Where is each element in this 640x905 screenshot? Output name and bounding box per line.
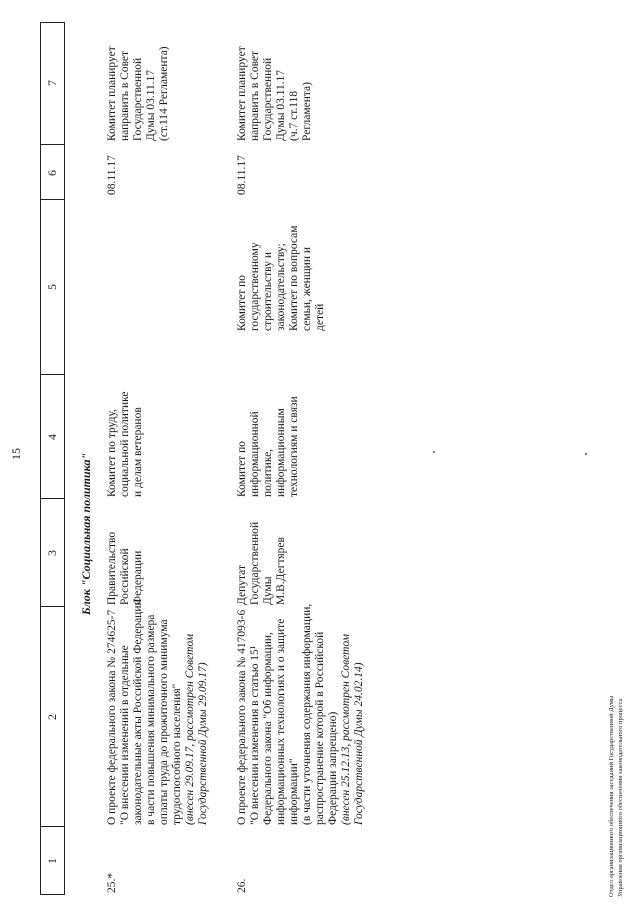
bill-title-line: оплаты труда до прожиточного минимума: [158, 619, 170, 825]
bill-note-line: Государственной Думы 29.09.17): [197, 662, 209, 825]
bill-title-line: информационных технологиях и о защите: [275, 618, 287, 825]
initiator-line: Государственной: [249, 521, 261, 605]
column-header-7: 7: [45, 80, 59, 86]
responsible-committee-line: Комитет по: [236, 441, 248, 497]
decision-line: Государственной: [132, 57, 144, 141]
table-header-bottom-border: [64, 23, 65, 895]
scan-speck: [433, 451, 435, 453]
bill-title-line: "О внесении изменения в статью 15¹: [249, 645, 261, 825]
decision-line: Думы 03.11.17: [145, 69, 157, 141]
co-executor-line: Комитет по вопросам: [288, 225, 300, 331]
table-top-border: [40, 23, 41, 895]
initiator-line: М.В.Дегтярев: [275, 537, 287, 605]
decision-line: Комитет планирует: [236, 46, 248, 141]
footer-line: Управления организационного обеспечения законодательного процесса: [617, 698, 624, 897]
table-col-divider: [40, 606, 65, 607]
decision-line: Комитет планирует: [106, 46, 118, 141]
decision-line: направить в Совет: [119, 50, 131, 141]
bill-title-line: Федерального закона "Об информации,: [262, 632, 274, 825]
initiator-line: Федерации: [132, 550, 144, 605]
responsible-committee-line: Комитет по труду,: [106, 409, 118, 497]
initiator-line: Правительство: [106, 531, 118, 605]
co-executor-line: детей: [314, 303, 326, 331]
responsible-committee-line: политике,: [262, 448, 274, 497]
table-col-divider: [40, 199, 65, 200]
decision-line: Думы 03.11.17: [275, 69, 287, 141]
decision-line: направить в Совет: [249, 50, 261, 141]
co-executor-line: Комитет по: [236, 275, 248, 331]
bill-title-line: (в части уточнения содержания информации,: [301, 603, 313, 825]
bill-title-line: законодательные акты Российской Федерации: [132, 599, 144, 825]
table-col-divider: [40, 826, 65, 827]
column-header-5: 5: [45, 284, 59, 290]
co-executor-line: законодательству;: [275, 243, 287, 331]
co-executor-line: семьи, женщин и: [301, 246, 313, 331]
initiator-line: Российской: [119, 548, 131, 605]
bill-title-line: О проекте федерального закона № 417093-6: [236, 609, 248, 825]
column-header-6: 6: [45, 170, 59, 176]
bill-title-line: "О внесении изменений в отдельные: [119, 645, 131, 825]
submission-date: 08.11.17: [106, 155, 118, 195]
bill-note-line: Государственной Думы 24.02.14): [353, 662, 365, 825]
table-col-divider: [40, 498, 65, 499]
bill-title-line: в части повышения минимального размера: [145, 614, 157, 825]
responsible-committee-line: и делам ветеранов: [132, 407, 144, 497]
decision-line: (ч.7 ст.118: [288, 90, 300, 141]
bill-note-line: (внесен 29.09.17, рассмотрен Советом: [184, 633, 196, 825]
co-executor-line: строительству и: [262, 252, 274, 331]
row-number: 25.*: [106, 872, 118, 893]
column-header-1: 1: [45, 858, 59, 864]
submission-date: 08.11.17: [236, 155, 248, 195]
responsible-committee-line: технологиям и связи: [288, 396, 300, 497]
footer-line: Отдел организационного обеспечения заседаний Государственной Думы: [608, 695, 615, 897]
responsible-committee-line: социальной политике: [119, 391, 131, 497]
bill-title-line: распространение которой в Российской: [314, 631, 326, 825]
table-col-divider: [40, 144, 65, 145]
column-header-4: 4: [45, 434, 59, 440]
decision-line: Государственной: [262, 57, 274, 141]
bill-title-line: информации": [288, 758, 300, 825]
initiator-line: Думы: [262, 576, 274, 605]
table-col-divider: [40, 894, 65, 895]
bill-note-line: (внесен 25.12.13, рассмотрен Советом: [340, 633, 352, 825]
responsible-committee-line: информационным: [275, 408, 287, 497]
column-header-3: 3: [45, 550, 59, 556]
bill-title-line: Федерации запрещено): [327, 711, 339, 825]
row-number: 26.: [236, 878, 248, 893]
co-executor-line: государственному: [249, 242, 261, 331]
column-header-2: 2: [45, 714, 59, 720]
responsible-committee-line: информационной: [249, 411, 261, 497]
bill-title-line: О проекте федерального закона № 274625-7: [106, 609, 118, 825]
decision-line: Регламента): [301, 82, 313, 141]
table-col-divider: [40, 22, 65, 23]
bill-title-line: трудоспособного населения": [171, 683, 183, 825]
block-title: Блок "Социальная политика": [79, 452, 93, 615]
scan-speck: [585, 453, 587, 455]
decision-line: (ст.114 Регламента): [158, 46, 170, 141]
initiator-line: Депутат: [236, 565, 248, 605]
table-col-divider: [40, 374, 65, 375]
page-number: 15: [9, 448, 23, 460]
